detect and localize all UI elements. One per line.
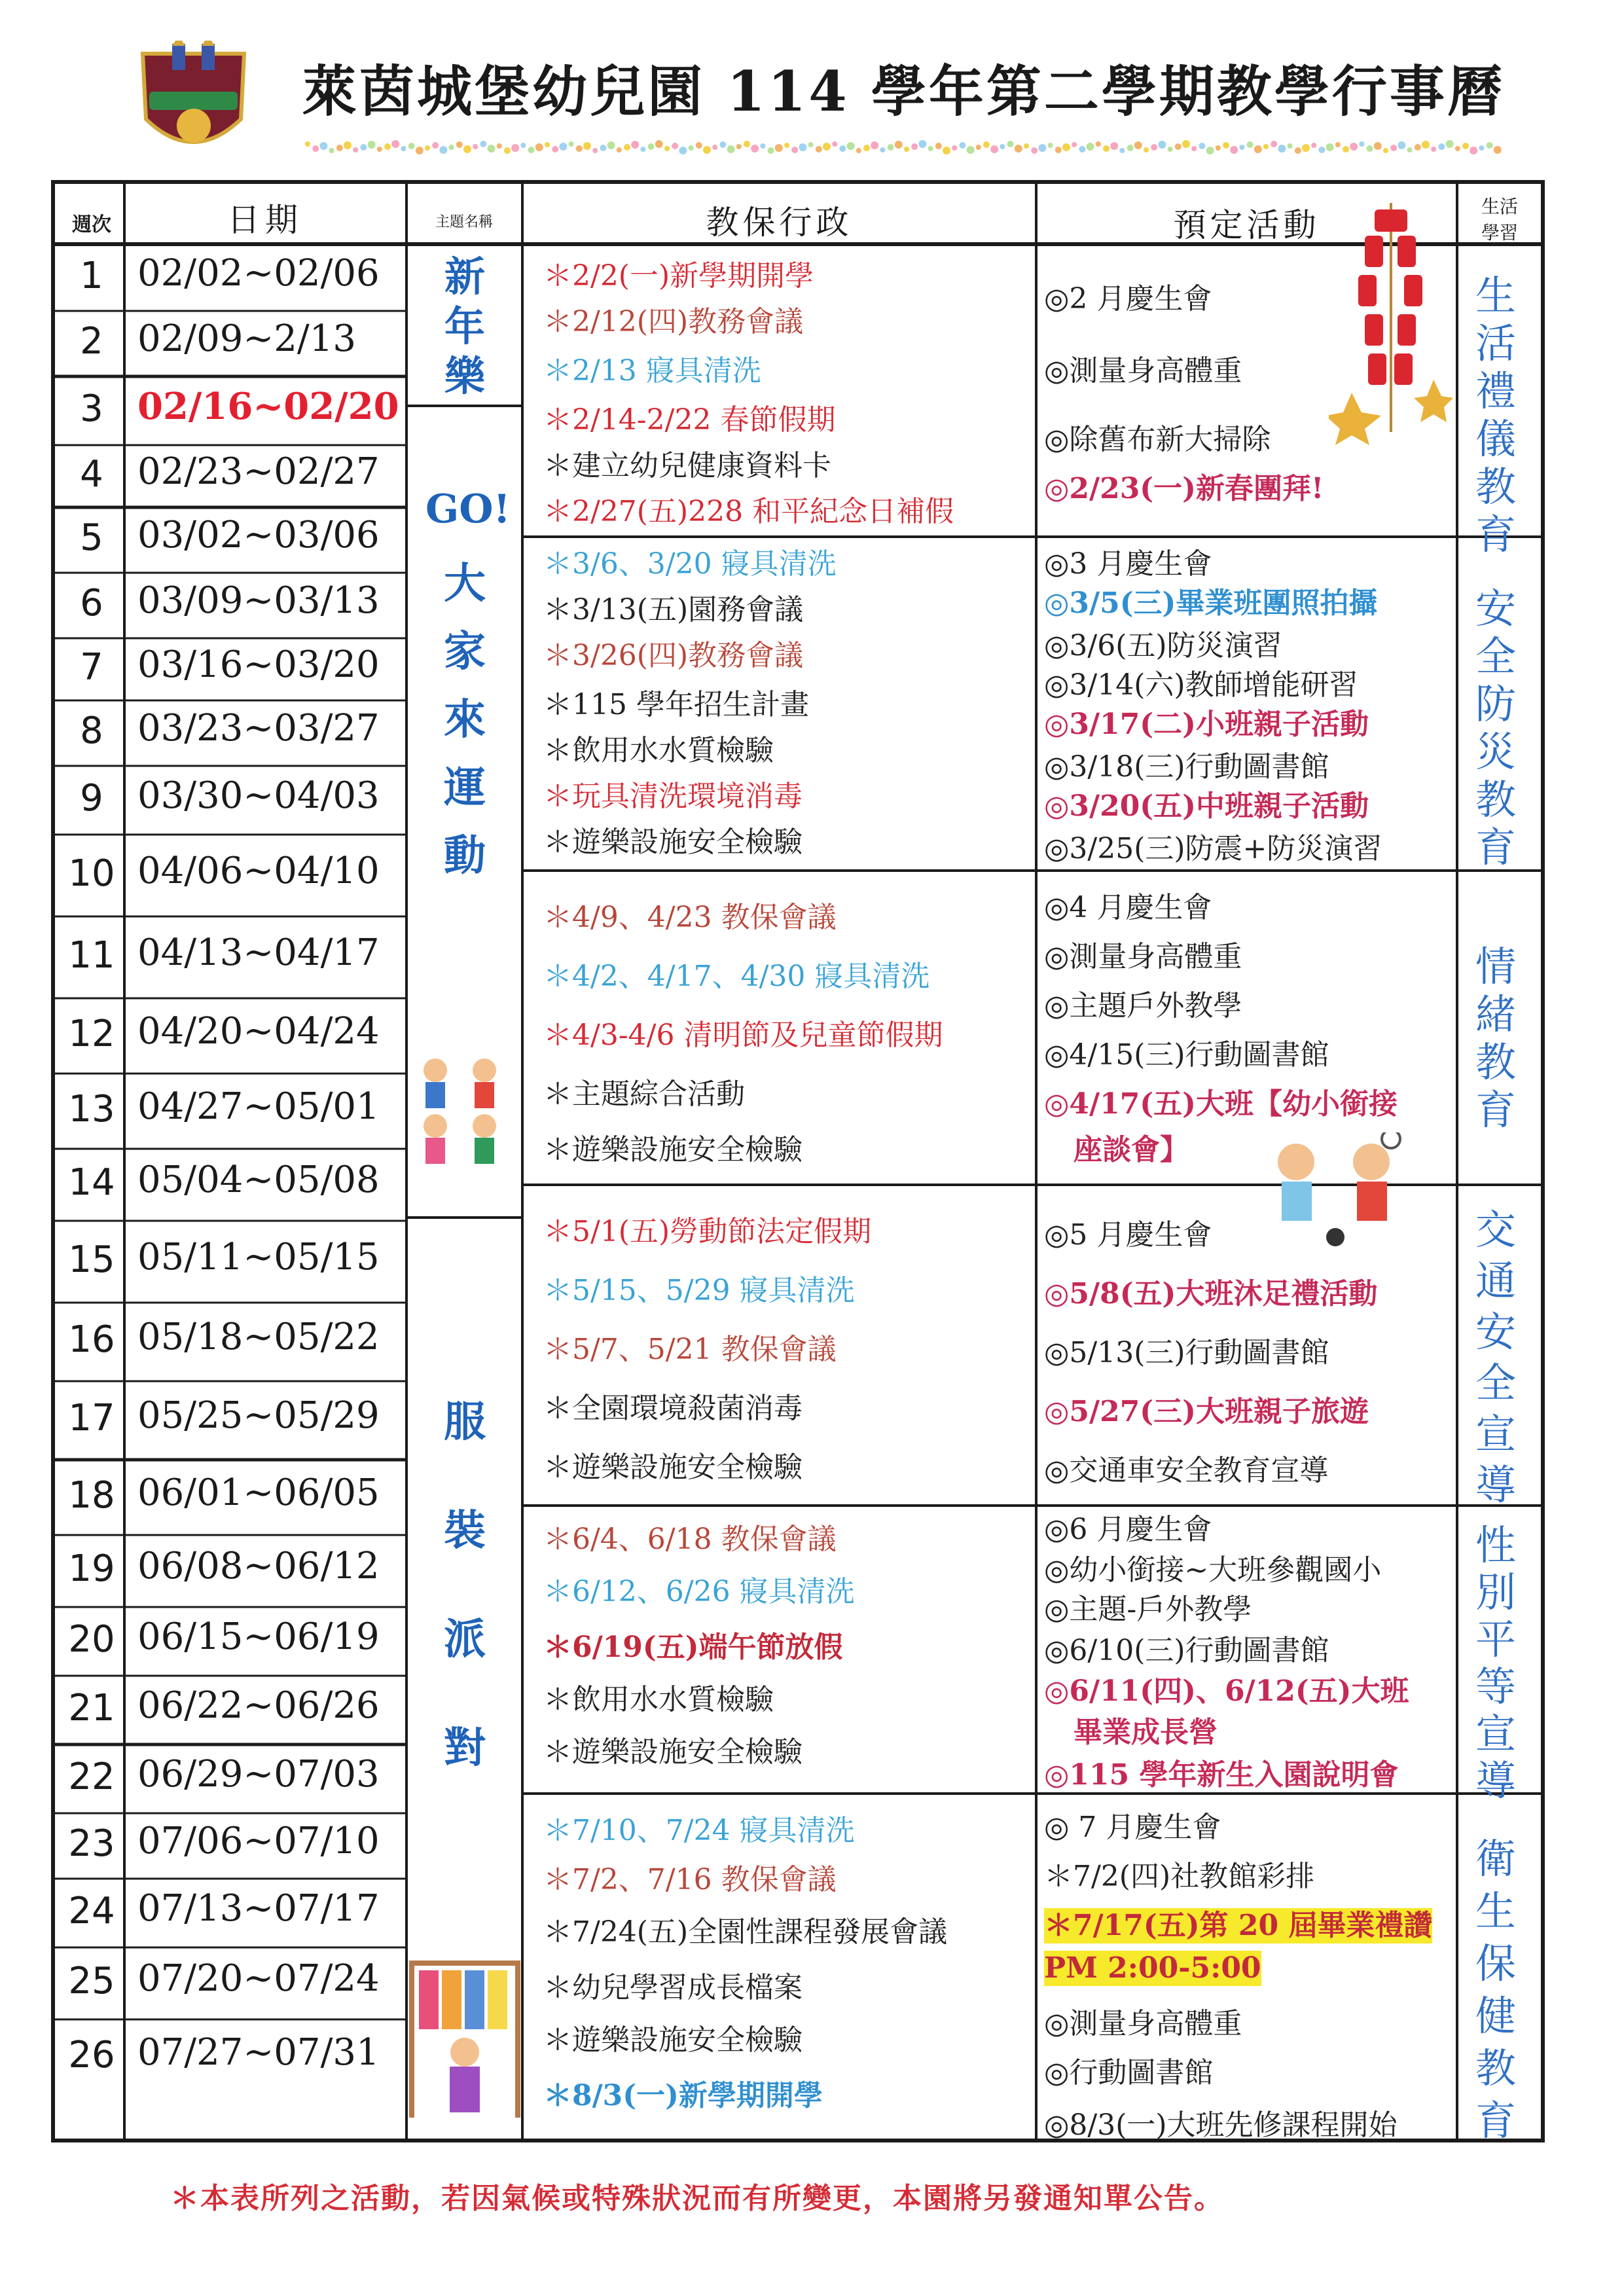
children-playing-icon	[409, 1051, 520, 1168]
week-date: 07/06~07/10	[137, 1820, 380, 1862]
activity-jun	[1044, 1512, 1450, 1794]
admin-item: ＊3/26(四)教務會議	[543, 639, 804, 672]
week-date: 04/06~04/10	[137, 849, 380, 892]
activity-item: ◎5/27(三)大班親子旅遊	[1044, 1395, 1369, 1428]
activity-item: ◎ 7 月慶生會	[1044, 1811, 1221, 1844]
week-date: 03/16~03/20	[137, 643, 380, 686]
activity-item: ◎行動圖書館	[1044, 2056, 1214, 2089]
week-number: 1	[80, 255, 103, 297]
admin-item: ＊4/3-4/6 清明節及兒童節假期	[543, 1019, 943, 1052]
week-number: 16	[68, 1318, 115, 1361]
week-number: 6	[80, 582, 103, 624]
activity-item: ◎測量身高體重	[1044, 354, 1242, 388]
week-number: 13	[68, 1087, 115, 1130]
activity-item: ◎主題戶外教學	[1044, 989, 1242, 1022]
firecracker-icon	[1329, 196, 1453, 445]
header-theme: 主題名稱	[435, 214, 493, 230]
week-number: 23	[68, 1822, 115, 1865]
admin-item: ＊2/2(一)新學期開學	[543, 259, 814, 293]
week-number: 3	[80, 387, 103, 430]
admin-item: ＊7/2、7/16 教保會議	[543, 1863, 837, 1896]
week-date: 07/20~07/24	[137, 1957, 380, 2000]
admin-item: ＊2/13 寢具清洗	[543, 354, 761, 388]
admin-item: ＊4/2、4/17、4/30 寢具清洗	[543, 960, 930, 993]
week-date: 05/25~05/29	[137, 1394, 380, 1437]
admin-item: ＊5/7、5/21 教保會議	[543, 1333, 837, 1366]
activity-item: ◎6/10(三)行動圖書館	[1044, 1634, 1329, 1667]
activity-item: ◎3 月慶生會	[1044, 547, 1212, 581]
activity-item: ◎5/13(三)行動圖書館	[1044, 1336, 1329, 1369]
week-number: 18	[68, 1473, 115, 1517]
clothing-rack-icon	[403, 1954, 527, 2124]
week-date: 06/15~06/19	[137, 1615, 380, 1658]
header-life-text: 生活學習	[1481, 196, 1518, 244]
theme-new-year-text: 新年樂	[444, 253, 486, 400]
week-date: 03/09~03/13	[137, 579, 380, 622]
header-activity: 預定活動	[1173, 206, 1320, 244]
life-emotion-text: 情緒教育	[1475, 943, 1516, 1134]
admin-item: ＊玩具清洗環境消毒	[543, 780, 803, 813]
week-number: 20	[68, 1617, 115, 1661]
week-number: 19	[68, 1547, 115, 1590]
admin-item: ＊6/4、6/18 教保會議	[543, 1523, 837, 1556]
activity-item: ◎2/23(一)新春團拜!	[1044, 472, 1324, 505]
activity-item: ◎6 月慶生會	[1044, 1513, 1212, 1546]
activity-item: ＊7/2(四)社教館彩排	[1044, 1860, 1315, 1893]
week-date: 06/29~07/03	[137, 1752, 380, 1796]
life-emotion	[1460, 943, 1532, 1134]
admin-item: ＊2/27(五)228 和平紀念日補假	[543, 495, 954, 528]
life-safety-text: 安全防災教育	[1475, 585, 1516, 871]
week-date: 06/22~06/26	[137, 1684, 380, 1727]
week-date: 07/13~07/17	[137, 1887, 380, 1930]
theme-sports	[432, 550, 497, 890]
activity-may	[1044, 1218, 1450, 1499]
week-date: 05/11~05/15	[137, 1235, 380, 1278]
life-traffic	[1460, 1204, 1532, 1511]
admin-item: ＊飲用水水質檢驗	[543, 1683, 774, 1716]
week-date: 04/13~04/17	[137, 931, 380, 974]
activity-item: ◎4 月慶生會	[1044, 891, 1212, 924]
admin-item: ＊飲用水水質檢驗	[543, 734, 774, 767]
admin-item: ＊2/12(四)教務會議	[543, 305, 804, 338]
activity-item: 座談會】	[1074, 1133, 1189, 1166]
activity-item: ◎115 學年新生入園說明會	[1044, 1758, 1399, 1792]
week-date: 07/27~07/31	[137, 2031, 380, 2074]
admin-item: ＊遊樂設施安全檢驗	[543, 1735, 803, 1769]
admin-item: ＊建立幼兒健康資料卡	[543, 449, 831, 482]
admin-jul	[543, 1813, 1015, 2127]
decorative-dots	[301, 134, 1506, 160]
activity-item: ◎測量身高體重	[1044, 940, 1242, 973]
activity-item: ◎3/5(三)畢業班團照拍攝	[1044, 587, 1378, 620]
week-number: 22	[68, 1755, 115, 1798]
activity-item: ◎3/17(二)小班親子活動	[1044, 708, 1369, 741]
header-date: 日期	[227, 201, 303, 239]
theme-sports-text: 大家來運動	[444, 559, 486, 880]
life-health	[1460, 1833, 1532, 2147]
admin-apr	[543, 900, 1015, 1182]
week-date: 02/02~02/06	[137, 252, 380, 295]
activity-item: ◎4/17(五)大班【幼小銜接	[1044, 1087, 1398, 1121]
castle-logo	[136, 41, 251, 169]
theme-costume-party	[432, 1368, 497, 1803]
activity-item: ◎3/14(六)教師增能研習	[1044, 668, 1358, 702]
admin-item: ＊6/12、6/26 寢具清洗	[543, 1575, 855, 1608]
week-date: 02/23~02/27	[137, 450, 380, 493]
week-date: 03/30~04/03	[137, 774, 380, 817]
week-date: 06/08~06/12	[137, 1545, 380, 1587]
activity-item: ◎交通車安全教育宣導	[1044, 1454, 1329, 1487]
admin-item: ＊7/10、7/24 寢具清洗	[543, 1814, 855, 1847]
activity-item: ◎3/6(五)防災演習	[1044, 629, 1282, 662]
week-date: 03/23~03/27	[137, 707, 380, 750]
week-number: 9	[80, 776, 103, 820]
admin-mar	[543, 547, 1015, 867]
life-traffic-text: 交通安全宣導	[1475, 1206, 1516, 1509]
theme-new-year	[432, 252, 497, 401]
activity-item: ◎8/3(一)大班先修課程開始	[1044, 2108, 1398, 2142]
week-number: 12	[68, 1012, 115, 1055]
admin-item: ＊遊樂設施安全檢驗	[543, 2023, 803, 2057]
admin-item: ＊7/24(五)全園性課程發展會議	[543, 1915, 948, 1949]
week-date: 04/20~04/24	[137, 1009, 380, 1053]
admin-item: ＊遊樂設施安全檢驗	[543, 1133, 803, 1166]
week-number: 7	[80, 645, 103, 689]
week-number: 17	[68, 1397, 115, 1439]
admin-item: ＊主題綜合活動	[543, 1077, 745, 1111]
admin-jun	[543, 1522, 1015, 1784]
activity-jul	[1044, 1810, 1450, 2142]
life-etiquette	[1460, 272, 1532, 558]
activity-item: ＊7/17(五)第 20 屆畢業禮讚	[1044, 1909, 1433, 1942]
week-number: 14	[68, 1161, 115, 1204]
header-life	[1457, 194, 1542, 246]
activity-item: ◎4/15(三)行動圖書館	[1044, 1038, 1329, 1072]
activity-item: ◎3/20(五)中班親子活動	[1044, 789, 1369, 823]
footer-note: ＊本表所列之活動，若因氣候或特殊狀況而有所變更，本園將另發通知單公告。	[170, 2182, 1224, 2215]
week-number: 26	[68, 2033, 115, 2076]
children-sports-icon	[1257, 1132, 1420, 1257]
week-number: 4	[80, 452, 103, 496]
week-number: 2	[80, 320, 103, 363]
week-date: 02/09~2/13	[137, 317, 357, 360]
activity-item: ◎主題-戶外教學	[1044, 1593, 1252, 1626]
week-number: 5	[80, 516, 103, 559]
activity-item: ◎5/8(五)大班沐足禮活動	[1044, 1277, 1378, 1310]
admin-item: ＊遊樂設施安全檢驗	[543, 825, 803, 859]
week-number: 10	[68, 852, 115, 895]
admin-item: ＊幼兒學習成長檔案	[543, 1971, 803, 2004]
header-admin: 教保行政	[706, 204, 853, 242]
activity-item: ◎測量身高體重	[1044, 2007, 1242, 2040]
activity-item: ◎2 月慶生會	[1044, 282, 1212, 316]
admin-item: ＊遊樂設施安全檢驗	[543, 1451, 803, 1484]
week-date: 05/18~05/22	[137, 1316, 380, 1358]
activity-item: PM 2:00-5:00	[1044, 1951, 1261, 1985]
week-number: 25	[68, 1960, 115, 2002]
life-health-text: 衛生保健教育	[1475, 1835, 1516, 2144]
admin-feb	[543, 259, 1015, 533]
activity-item: ◎幼小銜接~大班參觀國小	[1044, 1553, 1382, 1587]
admin-item: ＊3/6、3/20 寢具清洗	[543, 547, 837, 581]
life-etiquette-text: 生活禮儀教育	[1475, 272, 1516, 558]
admin-item: ＊8/3(一)新學期開學	[543, 2079, 823, 2112]
life-gender-text: 性別平等宣導	[1475, 1521, 1516, 1805]
week-date: 05/04~05/08	[137, 1159, 380, 1201]
header-week: 週次	[72, 213, 111, 236]
admin-item: ＊5/15、5/29 寢具清洗	[543, 1274, 855, 1307]
admin-may	[543, 1214, 1015, 1502]
activity-item: ◎6/11(四)、6/12(五)大班	[1044, 1674, 1409, 1708]
admin-item: ＊全園環境殺菌消毒	[543, 1392, 803, 1425]
admin-item: ＊4/9、4/23 教保會議	[543, 901, 837, 934]
admin-item: ＊6/19(五)端午節放假	[543, 1631, 843, 1664]
activity-mar	[1044, 547, 1450, 867]
admin-item: ＊2/14-2/22 春節假期	[543, 403, 836, 437]
admin-item: ＊5/1(五)勞動節法定假期	[543, 1215, 872, 1248]
theme-go-text: GO!	[425, 486, 511, 532]
activity-item: 畢業成長營	[1074, 1716, 1218, 1749]
week-date: 04/27~05/01	[137, 1085, 380, 1128]
activity-item: ◎5 月慶生會	[1044, 1218, 1212, 1252]
activity-item: ◎3/25(三)防震+防災演習	[1044, 832, 1382, 865]
week-date: 03/02~03/06	[137, 514, 380, 556]
theme-costume-text: 服裝派對	[444, 1398, 486, 1773]
week-number: 24	[68, 1889, 115, 1932]
week-date: 06/01~06/05	[137, 1471, 380, 1514]
week-number: 8	[80, 710, 103, 752]
week-date: 02/16~02/20	[137, 384, 399, 428]
activity-item: ◎除舊布新大掃除	[1044, 423, 1271, 456]
activity-item: ◎3/18(三)行動圖書館	[1044, 750, 1329, 784]
page-title: 萊茵城堡幼兒園 114 學年第二學期教學行事曆	[302, 59, 1505, 124]
week-number: 15	[68, 1238, 115, 1281]
theme-go	[425, 484, 511, 534]
week-number: 11	[68, 933, 115, 977]
life-safety	[1460, 585, 1532, 871]
admin-item: ＊3/13(五)園務會議	[543, 593, 804, 626]
life-gender	[1460, 1522, 1532, 1805]
week-number: 21	[68, 1686, 115, 1729]
admin-item: ＊115 學年招生計畫	[543, 688, 809, 721]
